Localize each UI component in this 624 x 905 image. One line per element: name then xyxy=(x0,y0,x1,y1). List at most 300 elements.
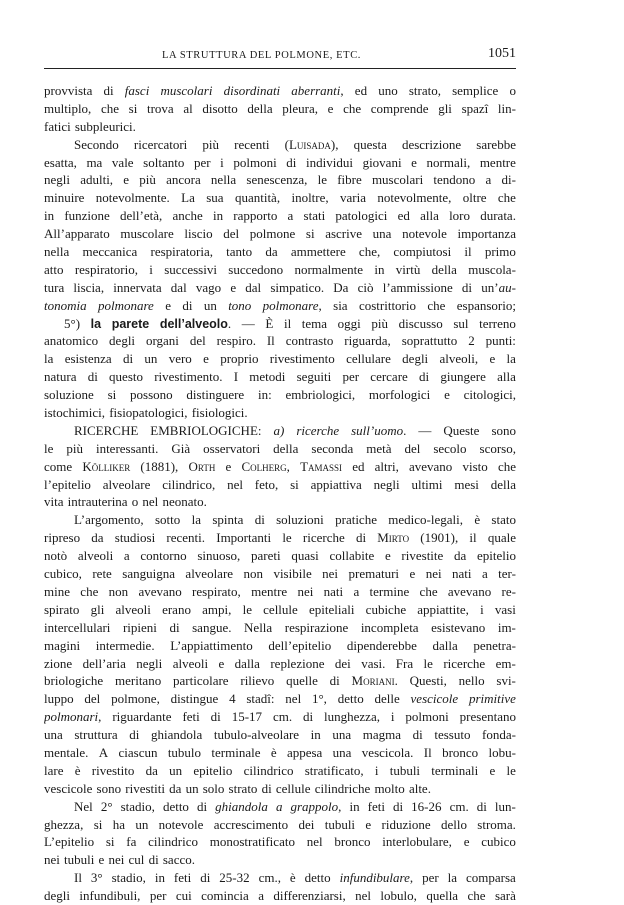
word xyxy=(424,744,432,762)
word-fragment: im- xyxy=(497,619,516,635)
word xyxy=(132,493,139,511)
word-fragment: di xyxy=(286,154,297,170)
word xyxy=(44,440,53,458)
word xyxy=(303,529,345,547)
text-line xyxy=(44,82,516,100)
word-fragment: simpatico. xyxy=(270,279,325,295)
word-fragment: o xyxy=(509,83,516,98)
word xyxy=(302,315,327,333)
word xyxy=(469,690,516,708)
word xyxy=(151,243,213,261)
word xyxy=(288,207,294,225)
word-fragment: . xyxy=(403,422,407,438)
word xyxy=(409,780,431,798)
word xyxy=(509,82,516,100)
word xyxy=(273,887,345,905)
word-fragment: . xyxy=(227,315,232,331)
word xyxy=(190,332,206,350)
word xyxy=(169,619,179,637)
word xyxy=(385,547,391,565)
word xyxy=(464,386,516,404)
word-fragment: dipenderebbe xyxy=(346,637,417,653)
word-fragment: subpleurici. xyxy=(74,118,136,134)
word-fragment: , xyxy=(409,870,414,886)
word xyxy=(311,476,362,494)
word-fragment: dell’alveolo xyxy=(159,316,228,331)
word xyxy=(184,225,212,243)
word-fragment: natura xyxy=(44,369,77,385)
word-fragment: primitive xyxy=(468,691,516,707)
word-fragment: polmoni xyxy=(233,154,277,170)
word-fragment: appiattite, xyxy=(417,601,469,617)
word-fragment: e xyxy=(411,154,417,170)
word-fragment: respirato, xyxy=(192,583,241,599)
word-fragment: ), xyxy=(330,136,339,152)
text-line xyxy=(44,315,516,333)
word-fragment: polmone xyxy=(249,226,296,242)
word xyxy=(75,261,138,279)
page-header xyxy=(44,46,516,69)
word-fragment: monostratificato xyxy=(209,834,295,850)
word-fragment: tubulo xyxy=(167,744,202,760)
word-fragment: dalla xyxy=(432,637,458,653)
word-fragment: una xyxy=(372,226,392,242)
word xyxy=(126,833,136,851)
word-fragment: varia xyxy=(340,190,366,206)
word-fragment: stadio, xyxy=(120,798,155,814)
word xyxy=(154,368,222,386)
text-line xyxy=(44,368,516,386)
word xyxy=(123,171,129,189)
word-fragment: strato, xyxy=(408,83,441,98)
word-fragment: un xyxy=(135,816,149,832)
word xyxy=(306,154,353,172)
word-fragment: nel xyxy=(142,494,159,510)
word-fragment: e xyxy=(384,548,391,564)
word-fragment: riguardante xyxy=(112,709,172,725)
word-fragment: L’argomento, xyxy=(74,512,144,528)
word xyxy=(112,869,146,887)
word xyxy=(485,243,516,261)
body-text xyxy=(44,82,516,905)
word xyxy=(96,189,170,207)
word-fragment: lobu- xyxy=(488,744,516,760)
word xyxy=(328,100,334,118)
word-fragment: pareti xyxy=(251,548,281,564)
word xyxy=(396,655,413,673)
word xyxy=(286,672,318,690)
word-fragment: ricercatori xyxy=(133,136,188,152)
word-fragment: Questi, xyxy=(409,673,447,689)
word-fragment: dell’epitelio xyxy=(268,637,332,653)
word-fragment: mentale. xyxy=(44,744,89,760)
word-fragment: degli xyxy=(402,351,429,367)
word xyxy=(86,154,102,172)
word-fragment: intercellulari xyxy=(44,619,111,635)
word xyxy=(294,261,363,279)
word xyxy=(229,780,258,798)
word-fragment: e xyxy=(165,297,171,313)
word xyxy=(259,869,281,887)
word-fragment: sacco. xyxy=(162,852,195,868)
word xyxy=(166,171,201,189)
word-fragment: compiutosi xyxy=(393,244,452,260)
word xyxy=(142,493,158,511)
word xyxy=(44,279,64,297)
text-line xyxy=(44,708,516,726)
word-fragment: 16-26 xyxy=(411,798,442,814)
word xyxy=(65,350,112,368)
word-fragment: da xyxy=(91,530,104,546)
word xyxy=(481,833,516,851)
word xyxy=(230,279,236,297)
word-fragment: sangue. xyxy=(192,619,232,635)
word xyxy=(442,744,478,762)
word-fragment: osservatori xyxy=(203,440,261,456)
word-fragment: e xyxy=(409,566,416,582)
word-fragment: feti xyxy=(367,798,385,814)
word-fragment: degli xyxy=(44,888,70,904)
word-fragment: nello xyxy=(458,673,485,689)
word xyxy=(440,368,485,386)
word xyxy=(244,762,294,780)
word-fragment: sia xyxy=(333,297,348,313)
word-fragment: embriologici, xyxy=(285,387,356,403)
word xyxy=(109,368,143,386)
word-fragment: Il xyxy=(266,333,275,349)
word xyxy=(378,82,398,100)
text-line xyxy=(44,154,516,172)
word-fragment: dal xyxy=(170,279,187,295)
word-fragment: mentre xyxy=(251,583,288,599)
word xyxy=(287,744,322,762)
word-fragment: per xyxy=(149,888,167,904)
word-fragment: in xyxy=(44,208,55,224)
word xyxy=(303,708,313,726)
word xyxy=(115,529,155,547)
word-fragment: briologiche xyxy=(44,673,104,689)
word xyxy=(411,476,442,494)
word-fragment: notevole xyxy=(402,226,447,242)
word xyxy=(337,171,362,189)
text-line xyxy=(44,655,516,673)
word xyxy=(420,529,458,547)
word xyxy=(330,672,340,690)
word-fragment: polmonari xyxy=(44,709,99,725)
word-fragment: fa xyxy=(126,834,137,850)
word xyxy=(44,404,105,422)
word-fragment: primo xyxy=(484,244,516,260)
word xyxy=(468,332,475,350)
word-fragment: mine xyxy=(44,583,70,599)
word xyxy=(185,565,233,583)
text-line xyxy=(44,297,516,315)
word-fragment: sono xyxy=(491,422,516,438)
word-fragment: vero xyxy=(168,351,192,367)
word-fragment: di xyxy=(412,727,423,743)
word xyxy=(454,476,479,494)
word-fragment: le xyxy=(44,440,54,456)
word xyxy=(44,154,77,172)
word-fragment: a xyxy=(485,172,492,188)
word xyxy=(335,655,351,673)
word-fragment: e xyxy=(489,351,496,367)
word xyxy=(263,601,298,619)
word-fragment: Il xyxy=(74,870,82,886)
word-fragment: si xyxy=(105,834,115,850)
word xyxy=(44,476,91,494)
word-fragment: Importanti xyxy=(216,530,272,546)
text-line xyxy=(44,672,516,690)
word xyxy=(372,171,423,189)
word xyxy=(240,672,274,690)
word-fragment: replezione xyxy=(270,655,325,671)
word-fragment: di xyxy=(103,83,114,98)
word-fragment: rivestiti xyxy=(125,780,165,796)
word-fragment: atto xyxy=(44,261,64,277)
word-fragment: fibre xyxy=(337,172,362,188)
word-fragment: che xyxy=(100,100,119,116)
word-fragment: istochimici, xyxy=(44,405,106,421)
word-fragment: lare xyxy=(44,762,64,778)
word xyxy=(448,869,457,887)
word-fragment: le xyxy=(317,172,327,188)
word-fragment: le xyxy=(423,655,433,671)
word xyxy=(82,458,130,476)
word xyxy=(44,851,60,869)
word xyxy=(417,601,469,619)
word xyxy=(375,762,379,780)
word-fragment: più xyxy=(202,136,220,152)
word-fragment: di xyxy=(261,780,272,796)
word xyxy=(370,368,408,386)
word-fragment: tonomia xyxy=(44,297,87,313)
word xyxy=(409,458,452,476)
word-fragment: per xyxy=(342,369,360,385)
word xyxy=(477,547,516,565)
word-fragment: disotto xyxy=(202,100,238,116)
word-fragment: interessanti. xyxy=(95,440,159,456)
text-line xyxy=(44,869,516,887)
word-fragment: metà xyxy=(366,440,392,456)
word-fragment: sarà xyxy=(494,888,516,904)
word-fragment: Nella xyxy=(244,619,273,635)
text-line xyxy=(44,136,516,154)
word xyxy=(171,690,219,708)
word xyxy=(334,833,370,851)
word-fragment: EMBRIOLOGICHE: xyxy=(150,422,262,438)
word xyxy=(291,243,346,261)
word-fragment: del xyxy=(223,226,240,242)
word xyxy=(273,422,284,440)
word-fragment: succedono xyxy=(228,261,284,277)
word-fragment: accrescimento xyxy=(213,816,289,832)
word-fragment: per xyxy=(422,870,439,886)
word-fragment: ascrive xyxy=(325,226,363,242)
word xyxy=(44,207,54,225)
word-fragment: stati xyxy=(303,208,326,224)
word xyxy=(489,744,516,762)
word xyxy=(340,189,366,207)
word xyxy=(355,887,371,905)
word xyxy=(214,726,299,744)
word-fragment: alveoli xyxy=(172,655,209,671)
word-fragment: epitelio xyxy=(193,762,233,778)
word xyxy=(498,619,516,637)
word xyxy=(232,708,262,726)
word-fragment: negli xyxy=(373,476,400,492)
word xyxy=(216,529,271,547)
word-fragment: a xyxy=(353,583,360,599)
word xyxy=(104,82,114,100)
word xyxy=(211,744,260,762)
word xyxy=(270,655,324,673)
word xyxy=(457,297,516,315)
word-fragment: meritano xyxy=(115,673,162,689)
word-fragment: si xyxy=(305,226,315,242)
word-fragment: lunghezza, xyxy=(324,709,380,725)
word xyxy=(122,565,175,583)
word-fragment: adulti, xyxy=(80,172,114,188)
word xyxy=(96,440,158,458)
word-fragment: quale xyxy=(487,530,516,546)
word-fragment: metodi xyxy=(249,369,286,385)
word xyxy=(80,583,98,601)
word-fragment: Mirto xyxy=(377,530,410,546)
word-fragment: interlobulare, xyxy=(382,834,452,850)
word xyxy=(112,315,150,333)
word-fragment: , xyxy=(98,709,102,725)
word-fragment: alveolare xyxy=(185,566,234,582)
word-fragment: in xyxy=(374,261,385,277)
word-fragment: ampi, xyxy=(202,601,232,617)
word-fragment: e xyxy=(365,816,372,832)
word xyxy=(340,869,414,887)
word-fragment: di xyxy=(254,512,265,528)
word xyxy=(404,440,420,458)
word-fragment: (1881), xyxy=(140,458,179,474)
word-fragment: ( xyxy=(284,136,289,152)
word xyxy=(276,798,283,816)
word xyxy=(296,422,339,440)
word xyxy=(390,762,420,780)
word-fragment: della xyxy=(490,476,516,492)
word-fragment: cercare xyxy=(370,369,408,385)
word-fragment: costrittorio xyxy=(358,297,416,313)
word-fragment: 3° xyxy=(90,870,103,886)
word xyxy=(491,476,516,494)
text-line xyxy=(44,529,516,547)
word-fragment: , xyxy=(340,83,344,98)
word xyxy=(244,619,272,637)
word-fragment: notevole xyxy=(158,816,204,832)
word xyxy=(431,619,485,637)
word xyxy=(44,726,63,744)
word-fragment: di xyxy=(87,369,98,385)
word xyxy=(101,798,113,816)
word-fragment: alveoli xyxy=(77,548,114,564)
word-fragment: Da xyxy=(333,279,349,295)
word xyxy=(402,225,447,243)
word-fragment: minuire xyxy=(44,190,85,206)
word xyxy=(224,82,281,100)
word-fragment: si xyxy=(290,476,299,492)
word xyxy=(427,297,445,315)
word xyxy=(285,386,355,404)
word xyxy=(118,744,157,762)
word xyxy=(200,869,210,887)
word-fragment: recenti xyxy=(234,136,270,152)
word-fragment: comparsa xyxy=(466,870,516,886)
word xyxy=(194,154,211,172)
word xyxy=(297,368,332,386)
word xyxy=(99,851,105,869)
word-fragment: ghiandola xyxy=(151,727,203,743)
word-fragment: contorno xyxy=(140,548,187,564)
word xyxy=(228,297,251,315)
word xyxy=(285,690,301,708)
word xyxy=(413,726,423,744)
word-fragment: cilindrico xyxy=(148,834,198,850)
word xyxy=(44,100,91,118)
word xyxy=(477,798,487,816)
word-fragment: inoltre, xyxy=(291,190,329,206)
word xyxy=(130,386,173,404)
word xyxy=(151,726,202,744)
word-fragment: avevano xyxy=(447,583,492,599)
word-fragment: il xyxy=(283,315,292,331)
word-fragment: soltanto xyxy=(143,154,185,170)
word-fragment: i xyxy=(149,261,153,277)
word-fragment: vasi xyxy=(494,601,516,617)
word xyxy=(44,601,79,619)
word xyxy=(432,261,457,279)
word-fragment: espansorio; xyxy=(456,297,516,313)
word xyxy=(482,565,488,583)
word-fragment: e xyxy=(218,655,225,671)
word-fragment: cm., xyxy=(258,870,281,886)
text-line xyxy=(44,851,516,869)
word xyxy=(233,154,276,172)
word xyxy=(324,583,344,601)
word-fragment: si xyxy=(93,816,103,832)
text-line xyxy=(44,601,516,619)
word xyxy=(462,458,487,476)
word-fragment: polmone, xyxy=(111,691,160,707)
word xyxy=(286,332,334,350)
word xyxy=(363,154,402,172)
word xyxy=(307,833,323,851)
word xyxy=(255,511,265,529)
word xyxy=(402,350,428,368)
word xyxy=(143,154,184,172)
word-fragment: rivestimento. xyxy=(154,369,223,385)
word xyxy=(363,726,401,744)
word-fragment: e xyxy=(98,852,105,868)
word xyxy=(116,601,151,619)
word-fragment: proprio xyxy=(220,351,259,367)
word xyxy=(173,672,229,690)
word xyxy=(44,672,103,690)
word xyxy=(124,547,130,565)
word-fragment: dalla xyxy=(234,655,260,671)
word-fragment: di xyxy=(122,351,134,367)
word-fragment: feto, xyxy=(254,476,279,492)
word-fragment: vescicole xyxy=(410,691,459,707)
word xyxy=(374,261,384,279)
word xyxy=(44,744,88,762)
word-fragment: un xyxy=(169,762,183,778)
